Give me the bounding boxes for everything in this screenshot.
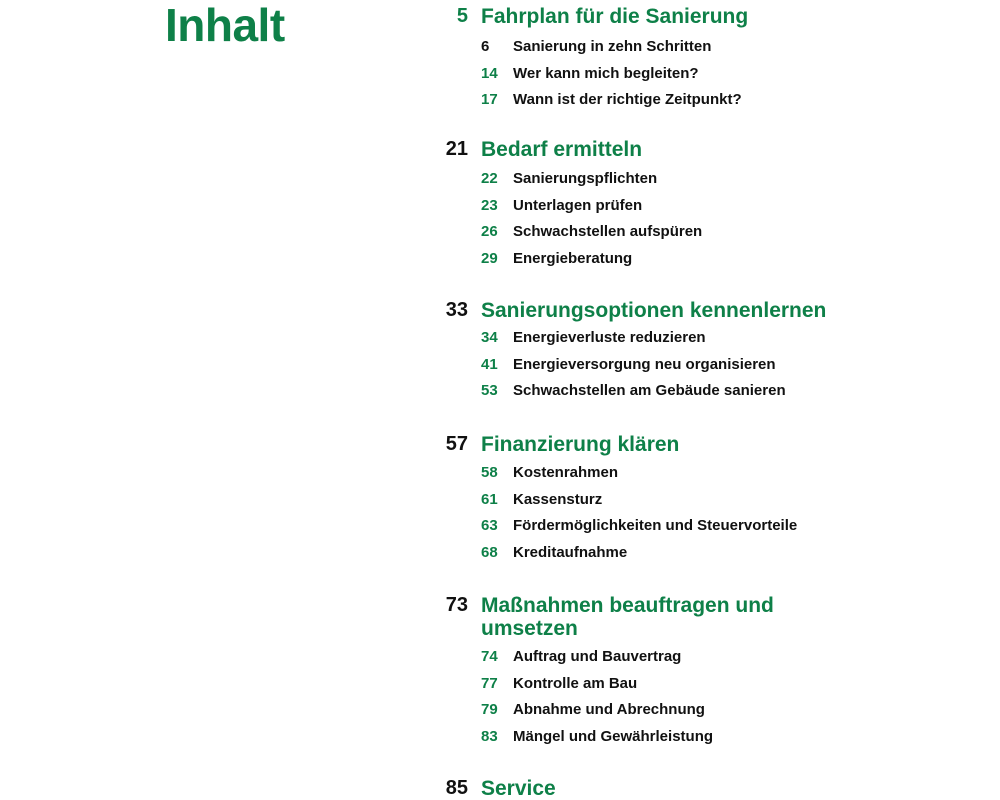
section-item[interactable]: [430, 166, 870, 193]
chapter-3: [430, 299, 870, 405]
section-item[interactable]: [430, 540, 870, 567]
section-item[interactable]: [430, 325, 870, 352]
section-item[interactable]: [430, 724, 870, 751]
section-list: [430, 34, 870, 114]
chapter-page-number: 33: [445, 299, 468, 321]
chapter-2: [430, 138, 870, 272]
section-label: Kreditaufnahme: [513, 543, 628, 561]
section-list: [430, 460, 870, 566]
section-label: Kontrolle am Bau: [513, 674, 638, 692]
section-label: Mängel und Gewährleistung: [513, 727, 714, 745]
section-list: [430, 325, 870, 405]
chapter-title: Bedarf ermitteln: [481, 138, 643, 161]
section-item[interactable]: [430, 460, 870, 487]
section-label: Auftrag und Bauvertrag: [513, 648, 682, 665]
section-label: Energieverluste reduzieren: [513, 329, 706, 346]
section-page-number: 22: [481, 170, 498, 187]
section-page-number: 29: [481, 249, 498, 267]
section-page-number: 63: [481, 517, 498, 535]
section-page-number: 6: [481, 38, 490, 55]
section-page-number: 23: [481, 196, 498, 214]
section-item[interactable]: [430, 246, 870, 273]
section-item[interactable]: [430, 34, 870, 61]
section-page-number: 41: [481, 355, 498, 373]
section-item[interactable]: [430, 378, 870, 405]
section-label: Energieversorgung neu organisieren: [513, 355, 776, 373]
section-item[interactable]: [430, 193, 870, 220]
section-item[interactable]: [430, 513, 870, 540]
section-page-number: 58: [481, 464, 498, 481]
section-item[interactable]: [430, 87, 870, 114]
section-page-number: 53: [481, 382, 498, 400]
section-label: Wann ist der richtige Zeitpunkt?: [513, 91, 742, 109]
section-label: Schwachstellen aufspüren: [513, 223, 703, 241]
chapter-5: [430, 594, 870, 750]
section-page-number: 26: [481, 223, 498, 241]
section-label: Wer kann mich begleiten?: [513, 64, 699, 82]
section-page-number: 83: [481, 727, 498, 745]
chapter-page-number: 57: [445, 433, 468, 455]
section-label: Energieberatung: [513, 249, 633, 267]
section-item[interactable]: [430, 671, 870, 698]
section-list: [430, 644, 870, 750]
chapter-title: Finanzierung klären: [481, 433, 680, 456]
section-label: Sanierungspflichten: [513, 170, 658, 187]
section-label: Unterlagen prüfen: [513, 196, 643, 214]
chapter-6: [430, 777, 870, 800]
section-label: Schwachstellen am Gebäude sanieren: [513, 382, 786, 400]
chapter-page-number: 21: [445, 138, 468, 160]
section-page-number: 68: [481, 543, 498, 561]
section-page-number: 79: [481, 701, 498, 719]
section-list: [430, 166, 870, 272]
section-page-number: 17: [481, 91, 498, 109]
chapter-title: Fahrplan für die Sanierung: [481, 5, 749, 28]
chapter-page-number: 5: [456, 5, 468, 27]
chapter-heading[interactable]: [430, 138, 870, 161]
chapter-heading[interactable]: [430, 777, 870, 800]
chapter-title: Maßnahmen beauftragen und umsetzen: [481, 594, 774, 640]
section-item[interactable]: [430, 352, 870, 379]
section-page-number: 61: [481, 490, 498, 508]
chapter-heading[interactable]: [430, 594, 870, 640]
page-title: Inhalt: [165, 0, 285, 51]
section-label: Fördermöglichkeiten und Steuervorteile: [513, 517, 798, 535]
section-label: Kassensturz: [513, 490, 603, 508]
section-item[interactable]: [430, 697, 870, 724]
section-item[interactable]: [430, 61, 870, 88]
section-item[interactable]: [430, 487, 870, 514]
chapter-title: Sanierungsoptionen kennenlernen: [481, 299, 827, 322]
section-item[interactable]: [430, 644, 870, 671]
section-page-number: 74: [481, 648, 498, 665]
chapter-heading[interactable]: [430, 5, 870, 28]
chapter-heading[interactable]: [430, 433, 870, 456]
section-page-number: 14: [481, 64, 498, 82]
chapter-page-number: 85: [445, 777, 468, 799]
chapter-1: [430, 5, 870, 114]
section-label: Sanierung in zehn Schritten: [513, 38, 712, 55]
chapter-title: Service: [481, 777, 556, 800]
chapter-4: [430, 433, 870, 566]
section-item[interactable]: [430, 219, 870, 246]
section-page-number: 77: [481, 674, 498, 692]
chapter-page-number: 73: [445, 594, 468, 616]
section-label: Abnahme und Abrechnung: [513, 701, 705, 719]
chapter-heading[interactable]: [430, 299, 870, 322]
section-label: Kostenrahmen: [513, 464, 619, 481]
section-page-number: 34: [481, 329, 498, 346]
